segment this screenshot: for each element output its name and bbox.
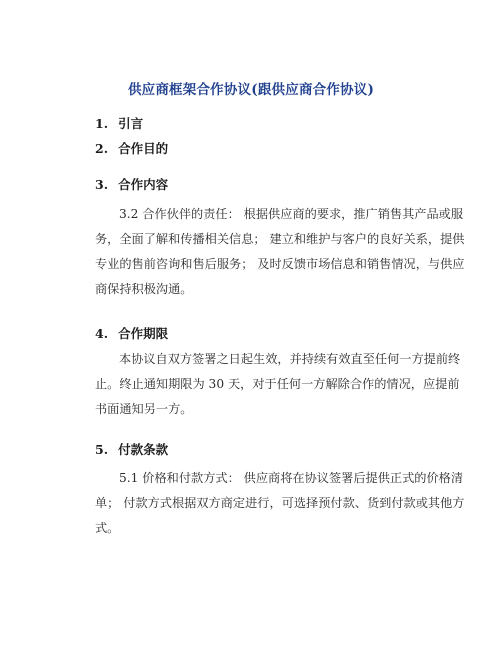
section-title: 合作期限 (118, 326, 169, 341)
section-heading-2 (95, 139, 168, 157)
section-number: 4. (95, 326, 109, 341)
paragraph-line: 5.1 价格和付款方式： 供应商将在协议签署后提供正式的价格清 (119, 471, 464, 485)
section-number: 3. (95, 177, 109, 192)
section-number: 5. (95, 442, 109, 457)
paragraph-5-1 (95, 466, 465, 541)
paragraph-line: 3.2 合作伙伴的责任： 根据供应商的要求，推广销售其产品或服 (119, 207, 464, 221)
paragraph-line: 本协议自双方签署之日起生效，并持续有效直至任何一方提前终 (119, 352, 461, 366)
section-title: 引言 (118, 116, 144, 131)
paragraph-line: 务，全面了解和传播相关信息； 建立和维护与客户的良好关系，提供 (95, 232, 465, 246)
section-title: 合作内容 (118, 177, 169, 192)
paragraph-line: 商保持积极沟通。 (95, 282, 193, 296)
paragraph-line: 单； 付款方式根据双方商定进行，可选择预付款、货到付款或其他方 (95, 496, 465, 510)
paragraph-line: 止。终止通知期限为 30 天，对于任何一方解除合作的情况，应提前 (95, 377, 460, 391)
paragraph-line: 专业的售前咨询和售后服务； 及时反馈市场信息和销售情况，与供应 (95, 257, 465, 271)
section-number: 2. (95, 141, 109, 156)
paragraph-line: 书面通知另一方。 (95, 402, 193, 416)
document-title: 供应商框架合作协议(跟供应商合作协议) (127, 82, 375, 98)
section-number: 1. (95, 116, 109, 131)
paragraph-line: 式。 (95, 521, 120, 535)
section-heading-1 (95, 114, 143, 132)
section-heading-3 (95, 175, 168, 193)
paragraph-term (95, 347, 461, 422)
section-title: 合作目的 (118, 141, 169, 156)
section-heading-5 (95, 440, 168, 458)
paragraph-3-2 (95, 202, 465, 302)
section-title: 付款条款 (118, 442, 169, 457)
section-heading-4 (95, 324, 168, 342)
